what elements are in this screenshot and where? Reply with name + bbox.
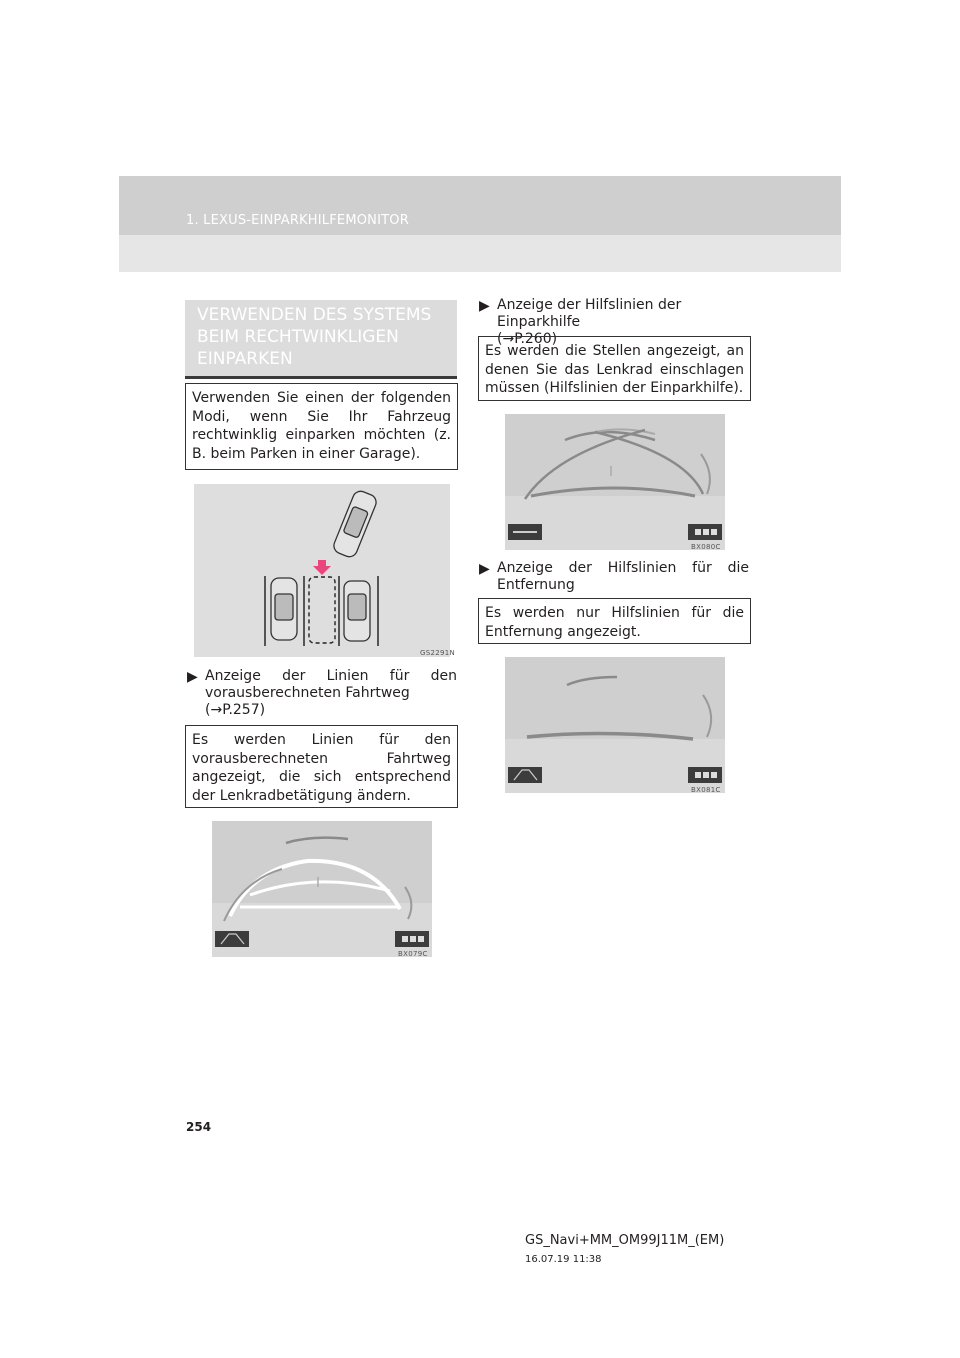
page-header bbox=[119, 176, 841, 272]
figure3-code: BX081C bbox=[691, 786, 721, 794]
camera-view-figure-1 bbox=[212, 821, 432, 957]
bullet-triangle-icon: ▶ bbox=[479, 561, 490, 577]
mode1-ref: (→P.257) bbox=[205, 702, 266, 718]
camera-view-figure-2 bbox=[505, 414, 725, 550]
mode3-title: Anzeige der Hilfslinien für die Entfernung bbox=[497, 560, 749, 593]
target-space-outline bbox=[309, 577, 335, 643]
mode3-heading bbox=[479, 560, 749, 594]
mode3-box bbox=[478, 598, 751, 644]
mode3-description: Es werden nur Hilfslinien für die Entfernung angezeigt. bbox=[485, 605, 744, 640]
footer-doc-id: GS_Navi+MM_OM99J11M_(EM) bbox=[525, 1233, 725, 1248]
section-heading bbox=[185, 300, 457, 379]
mode1-box bbox=[185, 725, 458, 808]
mode2-description: Es werden die Stellen angezeigt, an denen Sie das Lenkrad einschlagen müssen (Hilfslinien der Einparkhilfe). bbox=[485, 343, 744, 396]
bullet-triangle-icon: ▶ bbox=[479, 298, 490, 314]
figure1-code: BX079C bbox=[398, 950, 428, 958]
intro-box bbox=[185, 383, 458, 470]
parked-car-left bbox=[271, 578, 297, 640]
footer-datetime: 16.07.19 11:38 bbox=[525, 1254, 602, 1265]
bullet-triangle-icon: ▶ bbox=[187, 669, 198, 685]
projected-course-lines bbox=[212, 821, 432, 957]
parking-diagram bbox=[194, 484, 450, 657]
mode1-heading bbox=[187, 668, 457, 719]
chapter-title: 1. LEXUS-EINPARKHILFEMONITOR bbox=[186, 213, 409, 228]
mode1-description: Es werden Linien für den vorausberechneten Fahrtweg angezeigt, die sich entsprechend der Lenkradbetätigung ändern. bbox=[192, 732, 451, 804]
figure2-code: BX080C bbox=[691, 543, 721, 551]
distance-guide-lines bbox=[505, 657, 725, 793]
reverse-arrow-icon bbox=[313, 560, 331, 575]
mode2-ref: (→P.260) bbox=[497, 331, 558, 347]
mode2-title: Anzeige der Hilfslinien der Einparkhilfe bbox=[497, 297, 682, 330]
overview-figure-code: GS2291N bbox=[420, 649, 456, 657]
page-number: 254 bbox=[186, 1120, 212, 1134]
parking-overview-figure bbox=[194, 484, 456, 657]
camera-view-figure-3 bbox=[505, 657, 725, 793]
park-assist-guide-lines bbox=[505, 414, 725, 550]
mode2-box bbox=[478, 336, 751, 401]
moving-car bbox=[332, 489, 379, 559]
header-bar bbox=[119, 176, 841, 235]
mode1-title: Anzeige der Linien für den vorausberechneten Fahrtweg bbox=[205, 668, 457, 701]
parked-car-right bbox=[344, 581, 370, 641]
section-title: VERWENDEN DES SYSTEMS BEIM RECHTWINKLIGEN EINPARKEN bbox=[197, 305, 432, 369]
intro-text: Verwenden Sie einen der folgenden Modi, wenn Sie Ihr Fahrzeug rechtwinklig einparken möchten (z. B. beim Parken in einer Garage). bbox=[192, 390, 451, 462]
